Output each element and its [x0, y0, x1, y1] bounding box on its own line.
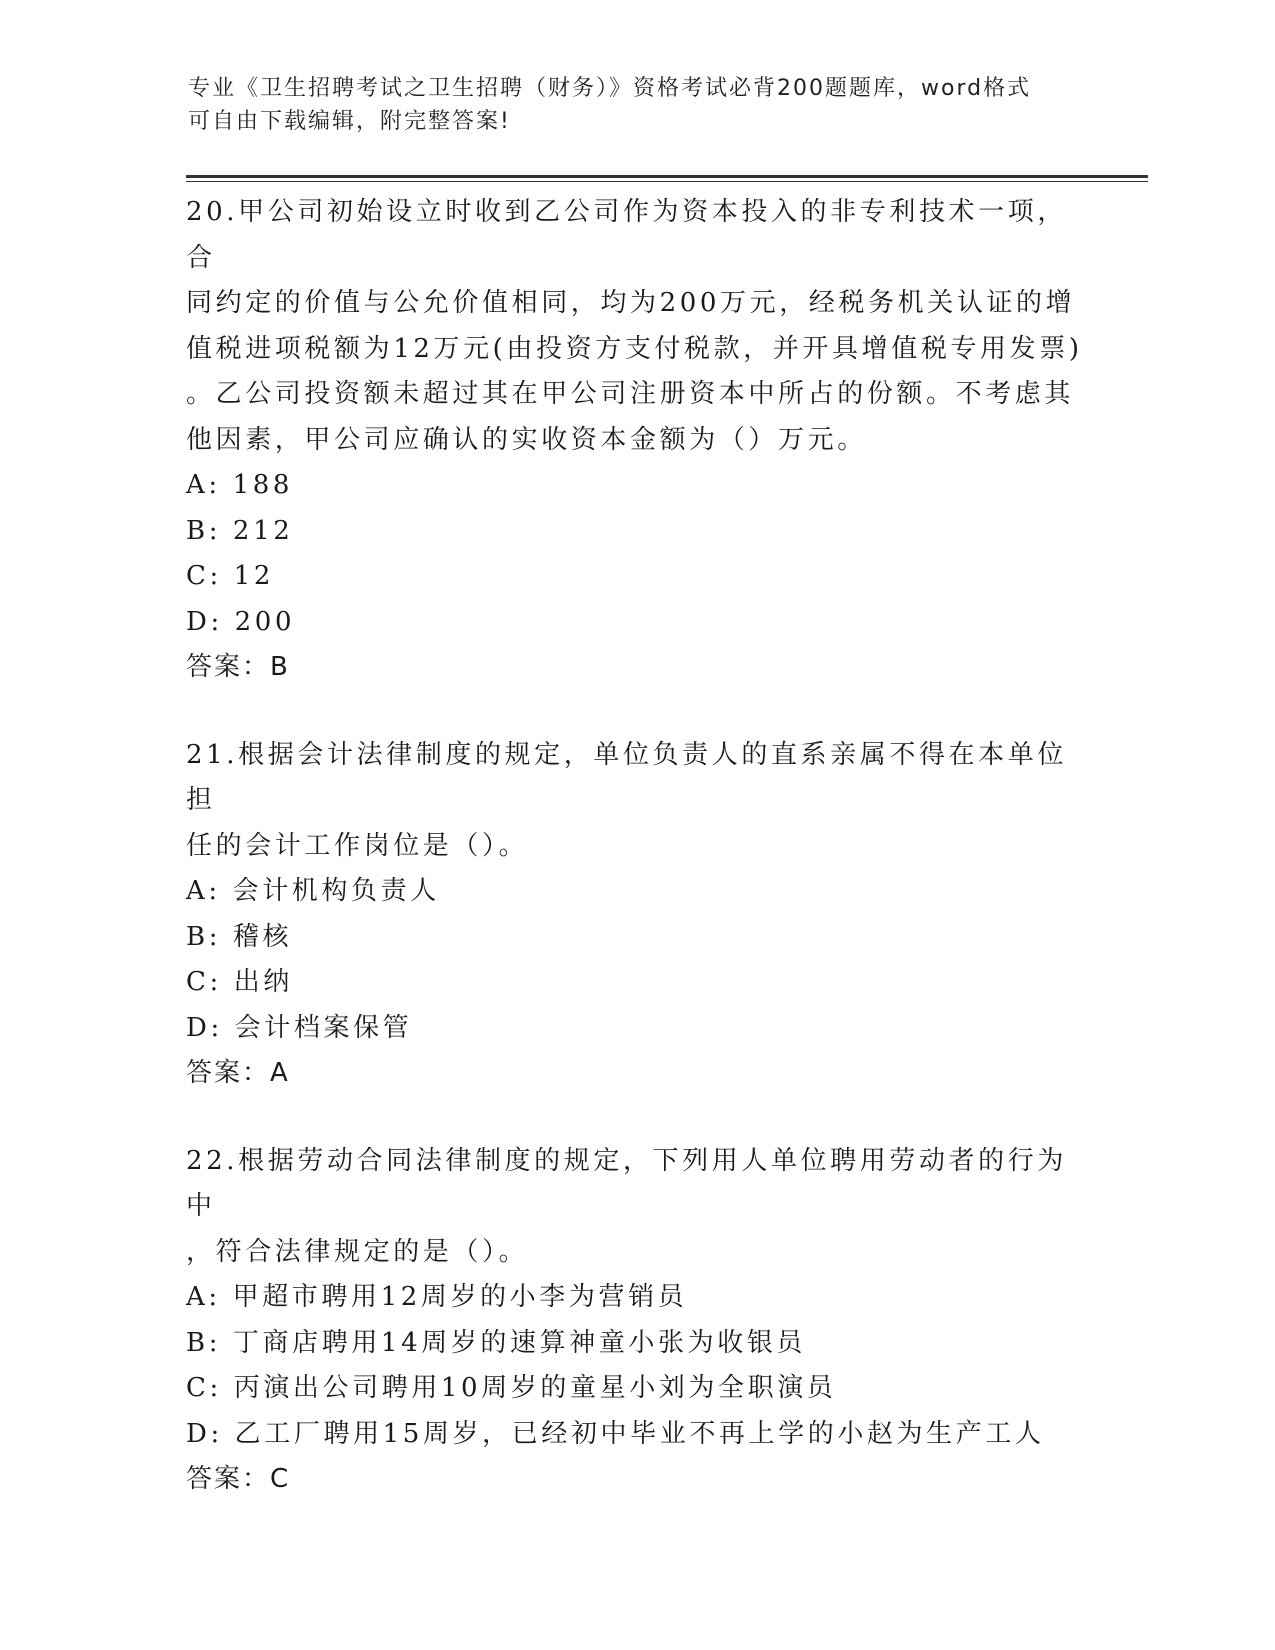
question-line: ，符合法律规定的是（）。 — [186, 1236, 529, 1267]
option-b: B: 稽核 — [186, 921, 293, 952]
question-list — [186, 190, 1086, 1545]
question-22 — [186, 1139, 1086, 1503]
question-line: 21.根据会计法律制度的规定，单位负责人的直系亲属不得在本单位担 — [186, 739, 1067, 815]
question-line: 他因素，甲公司应确认的实收资本金额为（）万元。 — [186, 424, 867, 455]
question-text — [186, 733, 1086, 870]
question-line: 同约定的价值与公允价值相同，均为200万元，经税务机关认证的增 — [186, 288, 1076, 318]
question-line: 。乙公司投资额未超过其在甲公司注册资本中所占的份额。不考虑其 — [186, 379, 1075, 409]
option-c: C: 丙演出公司聘用10周岁的童星小刘为全职演员 — [186, 1373, 837, 1403]
header-rule-thin — [186, 181, 1148, 182]
header-line-2: 可自由下载编辑，附完整答案! — [188, 109, 511, 134]
question-text — [186, 1139, 1086, 1276]
answer-label: 答案：A — [186, 1058, 290, 1088]
answer-label: 答案：C — [186, 1464, 291, 1494]
question-line: 20.甲公司初始设立时收到乙公司作为资本投入的非专利技术一项，合 — [186, 197, 1067, 273]
option-a: A: 甲超市聘用12周岁的小李为营销员 — [186, 1282, 688, 1312]
option-c: C: 12 — [186, 561, 275, 591]
question-text — [186, 190, 1086, 463]
question-line: 值税进项税额为12万元(由投资方支付税款，并开具增值税专用发票) — [186, 333, 1083, 364]
question-line: 任的会计工作岗位是（）。 — [186, 830, 529, 861]
option-c: C: 出纳 — [186, 967, 293, 997]
option-d: D: 会计档案保管 — [186, 1012, 413, 1043]
header-line-1: 专业《卫生招聘考试之卫生招聘（财务）》资格考试必背200题题库，word格式 — [188, 76, 1032, 101]
document-header — [188, 72, 1068, 138]
question-21 — [186, 733, 1086, 1097]
option-a: A: 会计机构负责人 — [186, 876, 440, 906]
option-d: D: 200 — [186, 606, 296, 637]
option-b: B: 丁商店聘用14周岁的速算神童小张为收银员 — [186, 1327, 807, 1358]
header-rule-thick — [186, 175, 1148, 178]
question-line: 22.根据劳动合同法律制度的规定，下列用人单位聘用劳动者的行为中 — [186, 1145, 1067, 1221]
option-a: A: 188 — [186, 470, 294, 500]
question-20 — [186, 190, 1086, 691]
option-b: B: 212 — [186, 515, 294, 546]
answer-label: 答案：B — [186, 652, 290, 682]
option-d: D: 乙工厂聘用15周岁，已经初中毕业不再上学的小赵为生产工人 — [186, 1418, 1045, 1449]
